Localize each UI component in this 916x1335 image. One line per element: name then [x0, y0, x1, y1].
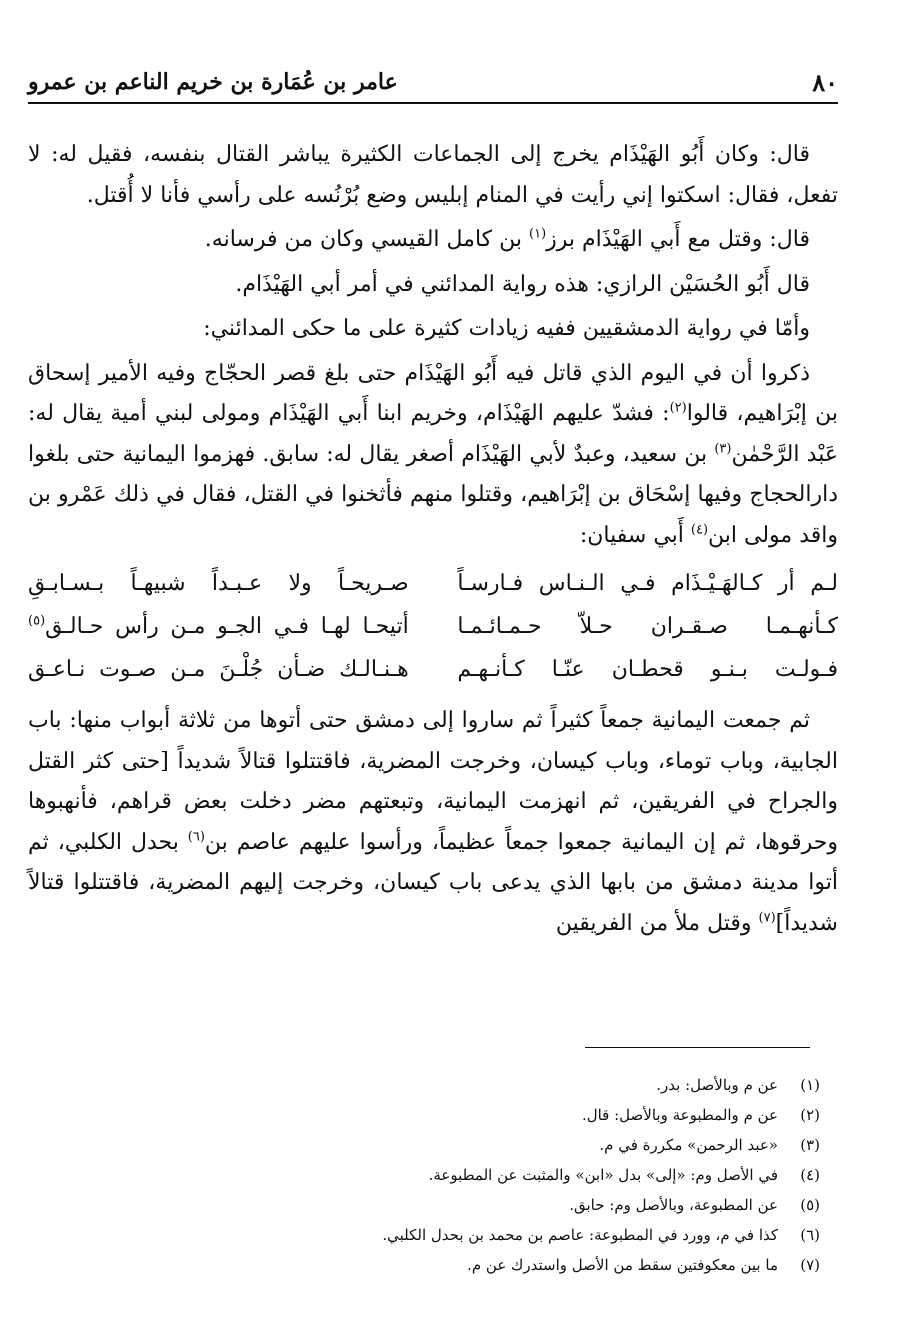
footnote [40, 1100, 820, 1130]
running-title: عامر بن عُمَارة بن خريم الناعم بن عمرو [28, 69, 398, 95]
footnote-number: (٣) [800, 1136, 820, 1154]
footnote-ref: (٤) [690, 522, 709, 538]
running-header [28, 62, 838, 104]
page-number: ٨٠ [812, 67, 838, 97]
footnote [40, 1190, 820, 1220]
main-text [28, 135, 838, 944]
verse-first-hemistich: فـولـت بـنـو قحطـان عنّـا كـأنـهـم [457, 657, 838, 682]
footnote-number: (٦) [800, 1226, 820, 1244]
paragraph: قال أَبُو الحُسَيْن الرازي: هذه رواية المدائني في أمر أبي الهَيْذَام. [235, 271, 810, 297]
footnote-ref: (٣) [714, 441, 732, 457]
paragraph: ذكروا أن في اليوم الذي قاتل فيه أَبُو الهَيْذَام حتى بلغ قصر الحجّاج وفيه الأمير إسحاق بن إبْرَاهيم، قالوا$^{(٢)}$: فشدّ عليهم الهَيْذَام، وخريم ابنا أَبي الهَيْذَام ومولى لبني أمية يقال له: عَبْد الرَّحْمٰن$^{(٣)}$ بن سعيد، وعبدٌ لأبي الهَيْذَام أصغر يقال له: سابق. فهزموا اليمانية حتى بلغوا دارالحجاج وفيها إسْحَاق بن إبْرَاهيم، وقتلوا منهم فأثخنوا في القتل، فقال في ذلك عَمْرو بن واقد مولى ابن$^{(٤)}$ أَبي سفيان: [28, 360, 838, 548]
verse-first-hemistich: كـأنهـمـا صـقـران حـلاّ حـمـائـمـا [457, 614, 838, 639]
footnote [40, 1250, 820, 1280]
footnote-number: (١) [800, 1076, 820, 1094]
footnote [40, 1130, 820, 1160]
verse-second-hemistich: هـنـالـك ضـأن جُلْـنَ مـن صـوت نـاعـق [28, 657, 409, 682]
footnote-ref: (١) [529, 226, 547, 242]
footnote [40, 1070, 820, 1100]
footnotes [40, 1070, 820, 1280]
footnote-text: ما بين معكوفتين سقط من الأصل واستدرك عن م. [467, 1256, 778, 1274]
footnote [40, 1220, 820, 1250]
footnote-number: (٤) [800, 1166, 820, 1184]
paragraph: قال: وقتل مع أَبي الهَيْذَام برز$^{(١)}$ بن كامل القيسي وكان من فرسانه. [204, 226, 810, 252]
footnote-text: عن م وبالأصل: بدر. [656, 1076, 778, 1094]
footnote-text: «عبد الرحمن» مكررة في م. [599, 1136, 778, 1154]
footnote-separator [585, 1047, 810, 1048]
footnote-ref: (٢) [669, 400, 687, 416]
footnote-number: (٥) [800, 1196, 820, 1214]
footnote-text: عن المطبوعة، وبالأصل وم: حابق. [569, 1196, 778, 1214]
footnote-text: كذا في م، وورد في المطبوعة: عاصم بن محمد بن بحدل الكلبي. [382, 1226, 778, 1244]
footnote-number: (٢) [800, 1106, 820, 1124]
footnote-number: (٧) [800, 1256, 820, 1274]
paragraph: ثم جمعت اليمانية جمعاً كثيراً ثم ساروا إلى دمشق حتى أتوها من ثلاثة أبواب منها: باب الجابية، وباب توماء، وباب كيسان، وخرجت المضرية، فاقتتلوا قتالاً شديداً [حتى كثر القتل والجراح في الفريقين، ثم انهزمت اليمانية، وتبعتهم مضر دخلت بعض قراهم، فأنهبوها وحرقوها، ثم إن اليمانية جمعوا جمعاً عظيماً، ورأسوا عليهم عاصم بن$^{(٦)}$ بحدل الكلبي، ثم أتوا مدينة دمشق من بابها الذي يدعى باب كيسان، وخرجت إليهم المضرية، فاقتتلوا قتالاً شديداً]$^{(٧)}$ وقتل ملأ من الفريقين [28, 708, 838, 936]
footnote-ref: (٥) [28, 613, 46, 629]
footnote-text: عن م والمطبوعة وبالأصل: قال. [581, 1106, 778, 1124]
footnote-ref: (٦) [187, 829, 205, 845]
verse-second-hemistich: أتيحـا لهـا فـي الجـو مـن رأس حـالـق$^{(٥)}$ [28, 613, 409, 639]
poem-verse [28, 562, 838, 605]
footnote-ref: (٧) [758, 910, 776, 926]
poem-verse [28, 648, 838, 691]
verse-first-hemistich: لـم أر كـالهَـيْـذَام فـي الـنـاس فـارسـاً [457, 571, 838, 596]
footnote [40, 1160, 820, 1190]
poem-verse [28, 605, 838, 648]
verse-second-hemistich: صـريحـاً ولا عـبـداً شبيهـاً بـسـابـقِ [28, 571, 409, 596]
paragraph: قال: وكان أَبُو الهَيْذَام يخرج إلى الجماعات الكثيرة يباشر القتال بنفسه، فقيل له: لا تفعل، فقال: اسكتوا إني رأيت في المنام إبليس وضع بُرْنُسه على رأسي فأنا لا أُقتل. [28, 142, 838, 208]
poem [28, 562, 838, 691]
footnote-text: في الأصل وم: «إلى» بدل «ابن» والمثبت عن المطبوعة. [428, 1166, 778, 1184]
paragraph: وأمّا في رواية الدمشقيين ففيه زيادات كثيرة على ما حكى المدائني: [203, 316, 810, 341]
